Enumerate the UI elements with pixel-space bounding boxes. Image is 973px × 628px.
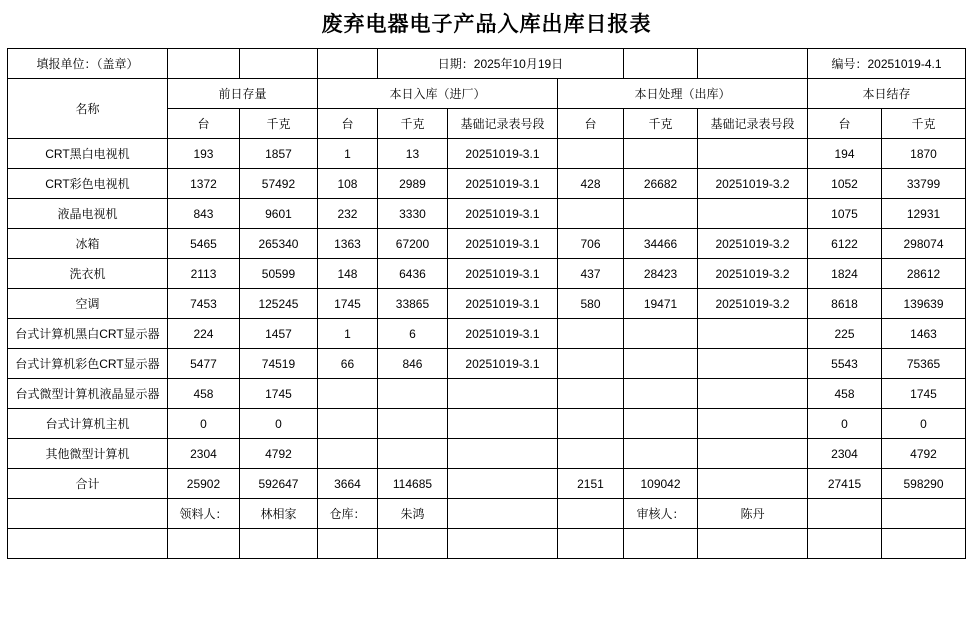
- row-name: 其他微型计算机: [7, 439, 167, 469]
- row-out-record: 20251019-3.2: [698, 259, 808, 289]
- row-in-tai: 108: [317, 169, 377, 199]
- row-out-tai: 580: [557, 289, 623, 319]
- row-bal-tai: 2304: [808, 439, 882, 469]
- row-in-tai: [317, 439, 377, 469]
- row-in-record: 20251019-3.1: [447, 169, 557, 199]
- row-bal-kg: 28612: [882, 259, 966, 289]
- meta-blank-3: [317, 49, 377, 79]
- row-prev-kg: 265340: [239, 229, 317, 259]
- meta-row: [7, 49, 965, 79]
- row-in-record: 20251019-3.1: [447, 139, 557, 169]
- header-bal-tai: 台: [808, 109, 882, 139]
- row-bal-tai: 0: [808, 409, 882, 439]
- header-group-out: 本日处理（出库）: [557, 79, 807, 109]
- row-out-tai: [557, 349, 623, 379]
- row-bal-tai: 194: [808, 139, 882, 169]
- row-name: 洗衣机: [7, 259, 167, 289]
- row-bal-tai: 458: [808, 379, 882, 409]
- row-out-record: 20251019-3.2: [698, 289, 808, 319]
- row-bal-tai: 1075: [808, 199, 882, 229]
- row-prev-kg: 1857: [239, 139, 317, 169]
- row-out-tai: [557, 139, 623, 169]
- row-out-kg: 19471: [624, 289, 698, 319]
- empty-cell: [167, 529, 239, 559]
- header-in-kg: 千克: [377, 109, 447, 139]
- empty-cell: [557, 529, 623, 559]
- report-number-label: 编号：20251019-4.1: [808, 49, 966, 79]
- row-prev-tai: 1372: [167, 169, 239, 199]
- filing-unit-label: 填报单位：（盖章）: [7, 49, 167, 79]
- row-in-kg: [377, 379, 447, 409]
- row-in-kg: 3330: [377, 199, 447, 229]
- signature-blank-4: [882, 499, 966, 529]
- row-name: 台式计算机主机: [7, 409, 167, 439]
- row-in-record: [447, 439, 557, 469]
- warehouse-label: 仓库：: [317, 499, 377, 529]
- row-out-record: 20251019-3.2: [698, 169, 808, 199]
- empty-cell: [317, 529, 377, 559]
- row-in-tai: 1745: [317, 289, 377, 319]
- header-prev-tai: 台: [167, 109, 239, 139]
- empty-cell: [882, 529, 966, 559]
- row-in-record: [447, 409, 557, 439]
- row-prev-tai: 458: [167, 379, 239, 409]
- auditor-value: 陈丹: [698, 499, 808, 529]
- row-in-tai: [317, 379, 377, 409]
- row-bal-kg: 75365: [882, 349, 966, 379]
- page-title: 废弃电器电子产品入库出库日报表: [321, 12, 652, 36]
- row-bal-kg: 1745: [882, 379, 966, 409]
- row-in-kg: [377, 409, 447, 439]
- row-in-tai: 232: [317, 199, 377, 229]
- meta-blank-5: [698, 49, 808, 79]
- signature-blank-left: [7, 499, 167, 529]
- row-in-record: 20251019-3.1: [447, 199, 557, 229]
- total-bal-tai: 27415: [808, 469, 882, 499]
- row-out-kg: [624, 319, 698, 349]
- row-out-kg: 34466: [624, 229, 698, 259]
- row-bal-tai: 6122: [808, 229, 882, 259]
- total-in-kg: 114685: [377, 469, 447, 499]
- table-row: [7, 439, 965, 469]
- row-out-tai: [557, 409, 623, 439]
- total-prev-tai: 25902: [167, 469, 239, 499]
- header-bal-kg: 千克: [882, 109, 966, 139]
- header-in-tai: 台: [317, 109, 377, 139]
- row-out-tai: 706: [557, 229, 623, 259]
- row-out-tai: 437: [557, 259, 623, 289]
- header-in-record: 基础记录表号段: [447, 109, 557, 139]
- table-row: [7, 349, 965, 379]
- row-prev-tai: 0: [167, 409, 239, 439]
- row-prev-kg: 1457: [239, 319, 317, 349]
- header-group-in: 本日入库（进厂）: [317, 79, 557, 109]
- row-out-record: [698, 379, 808, 409]
- row-out-record: [698, 439, 808, 469]
- total-prev-kg: 592647: [239, 469, 317, 499]
- row-bal-kg: 33799: [882, 169, 966, 199]
- meta-blank-1: [167, 49, 239, 79]
- row-prev-kg: 1745: [239, 379, 317, 409]
- row-bal-tai: 225: [808, 319, 882, 349]
- row-name: 空调: [7, 289, 167, 319]
- picker-label: 领料人：: [167, 499, 239, 529]
- row-out-tai: [557, 319, 623, 349]
- row-out-kg: [624, 439, 698, 469]
- row-prev-tai: 193: [167, 139, 239, 169]
- row-prev-kg: 0: [239, 409, 317, 439]
- total-out-kg: 109042: [624, 469, 698, 499]
- row-prev-kg: 74519: [239, 349, 317, 379]
- header-out-kg: 千克: [624, 109, 698, 139]
- header-name: 名称: [7, 79, 167, 139]
- row-bal-tai: 5543: [808, 349, 882, 379]
- row-bal-tai: 1052: [808, 169, 882, 199]
- row-bal-kg: 4792: [882, 439, 966, 469]
- row-in-tai: 1363: [317, 229, 377, 259]
- report-table: [7, 48, 966, 559]
- row-in-kg: 846: [377, 349, 447, 379]
- row-prev-tai: 7453: [167, 289, 239, 319]
- empty-cell: [239, 529, 317, 559]
- row-out-record: [698, 349, 808, 379]
- row-out-kg: 28423: [624, 259, 698, 289]
- table-row: [7, 169, 965, 199]
- picker-value: 林相家: [239, 499, 317, 529]
- table-row: [7, 289, 965, 319]
- table-row: [7, 229, 965, 259]
- row-in-kg: 6: [377, 319, 447, 349]
- row-in-kg: 33865: [377, 289, 447, 319]
- empty-cell: [447, 529, 557, 559]
- row-bal-kg: 298074: [882, 229, 966, 259]
- table-row: [7, 139, 965, 169]
- row-in-tai: 1: [317, 139, 377, 169]
- signature-blank-2: [557, 499, 623, 529]
- row-in-record: [447, 379, 557, 409]
- row-in-kg: [377, 439, 447, 469]
- row-in-tai: 148: [317, 259, 377, 289]
- row-name: CRT彩色电视机: [7, 169, 167, 199]
- total-in-record: [447, 469, 557, 499]
- row-in-record: 20251019-3.1: [447, 289, 557, 319]
- row-bal-kg: 1463: [882, 319, 966, 349]
- row-prev-tai: 2113: [167, 259, 239, 289]
- report-date-label: 日期：2025年10月19日: [377, 49, 623, 79]
- header-out-record: 基础记录表号段: [698, 109, 808, 139]
- row-name: 台式计算机彩色CRT显示器: [7, 349, 167, 379]
- row-bal-kg: 0: [882, 409, 966, 439]
- empty-cell: [624, 529, 698, 559]
- header-group-row: [7, 79, 965, 109]
- row-in-tai: [317, 409, 377, 439]
- row-bal-tai: 1824: [808, 259, 882, 289]
- row-out-kg: 26682: [624, 169, 698, 199]
- signature-blank-1: [447, 499, 557, 529]
- row-out-kg: [624, 199, 698, 229]
- meta-blank-4: [624, 49, 698, 79]
- row-out-record: [698, 409, 808, 439]
- empty-row: [7, 529, 965, 559]
- total-in-tai: 3664: [317, 469, 377, 499]
- row-in-tai: 66: [317, 349, 377, 379]
- row-prev-kg: 4792: [239, 439, 317, 469]
- empty-cell: [698, 529, 808, 559]
- row-in-kg: 13: [377, 139, 447, 169]
- signature-row: [7, 499, 965, 529]
- total-out-tai: 2151: [557, 469, 623, 499]
- row-bal-tai: 8618: [808, 289, 882, 319]
- row-prev-tai: 5465: [167, 229, 239, 259]
- row-prev-tai: 5477: [167, 349, 239, 379]
- warehouse-value: 朱鸿: [377, 499, 447, 529]
- row-out-record: [698, 139, 808, 169]
- auditor-label: 审核人：: [624, 499, 698, 529]
- row-out-kg: [624, 409, 698, 439]
- row-prev-tai: 843: [167, 199, 239, 229]
- table-row: [7, 259, 965, 289]
- row-out-tai: 428: [557, 169, 623, 199]
- header-prev-kg: 千克: [239, 109, 317, 139]
- row-in-record: 20251019-3.1: [447, 349, 557, 379]
- row-prev-kg: 57492: [239, 169, 317, 199]
- row-in-record: 20251019-3.1: [447, 319, 557, 349]
- row-prev-tai: 224: [167, 319, 239, 349]
- meta-blank-2: [239, 49, 317, 79]
- header-group-prev: 前日存量: [167, 79, 317, 109]
- empty-cell: [808, 529, 882, 559]
- row-name: 台式计算机黑白CRT显示器: [7, 319, 167, 349]
- table-row: [7, 199, 965, 229]
- row-out-kg: [624, 139, 698, 169]
- total-bal-kg: 598290: [882, 469, 966, 499]
- empty-cell: [377, 529, 447, 559]
- row-name: 液晶电视机: [7, 199, 167, 229]
- row-out-tai: [557, 379, 623, 409]
- total-row: [7, 469, 965, 499]
- row-out-record: [698, 319, 808, 349]
- row-bal-kg: 1870: [882, 139, 966, 169]
- table-row: [7, 379, 965, 409]
- total-out-record: [698, 469, 808, 499]
- row-out-kg: [624, 349, 698, 379]
- total-label: 合计: [7, 469, 167, 499]
- header-out-tai: 台: [557, 109, 623, 139]
- row-prev-kg: 125245: [239, 289, 317, 319]
- row-name: CRT黑白电视机: [7, 139, 167, 169]
- row-in-record: 20251019-3.1: [447, 229, 557, 259]
- row-prev-kg: 9601: [239, 199, 317, 229]
- row-out-record: [698, 199, 808, 229]
- row-prev-tai: 2304: [167, 439, 239, 469]
- row-in-kg: 2989: [377, 169, 447, 199]
- row-in-kg: 67200: [377, 229, 447, 259]
- row-prev-kg: 50599: [239, 259, 317, 289]
- row-out-tai: [557, 199, 623, 229]
- signature-blank-3: [808, 499, 882, 529]
- empty-cell: [7, 529, 167, 559]
- table-row: [7, 409, 965, 439]
- row-out-record: 20251019-3.2: [698, 229, 808, 259]
- row-in-kg: 6436: [377, 259, 447, 289]
- row-out-kg: [624, 379, 698, 409]
- row-out-tai: [557, 439, 623, 469]
- row-name: 冰箱: [7, 229, 167, 259]
- row-bal-kg: 139639: [882, 289, 966, 319]
- row-bal-kg: 12931: [882, 199, 966, 229]
- row-in-record: 20251019-3.1: [447, 259, 557, 289]
- row-in-tai: 1: [317, 319, 377, 349]
- row-name: 台式微型计算机液晶显示器: [7, 379, 167, 409]
- header-group-balance: 本日结存: [808, 79, 966, 109]
- table-row: [7, 319, 965, 349]
